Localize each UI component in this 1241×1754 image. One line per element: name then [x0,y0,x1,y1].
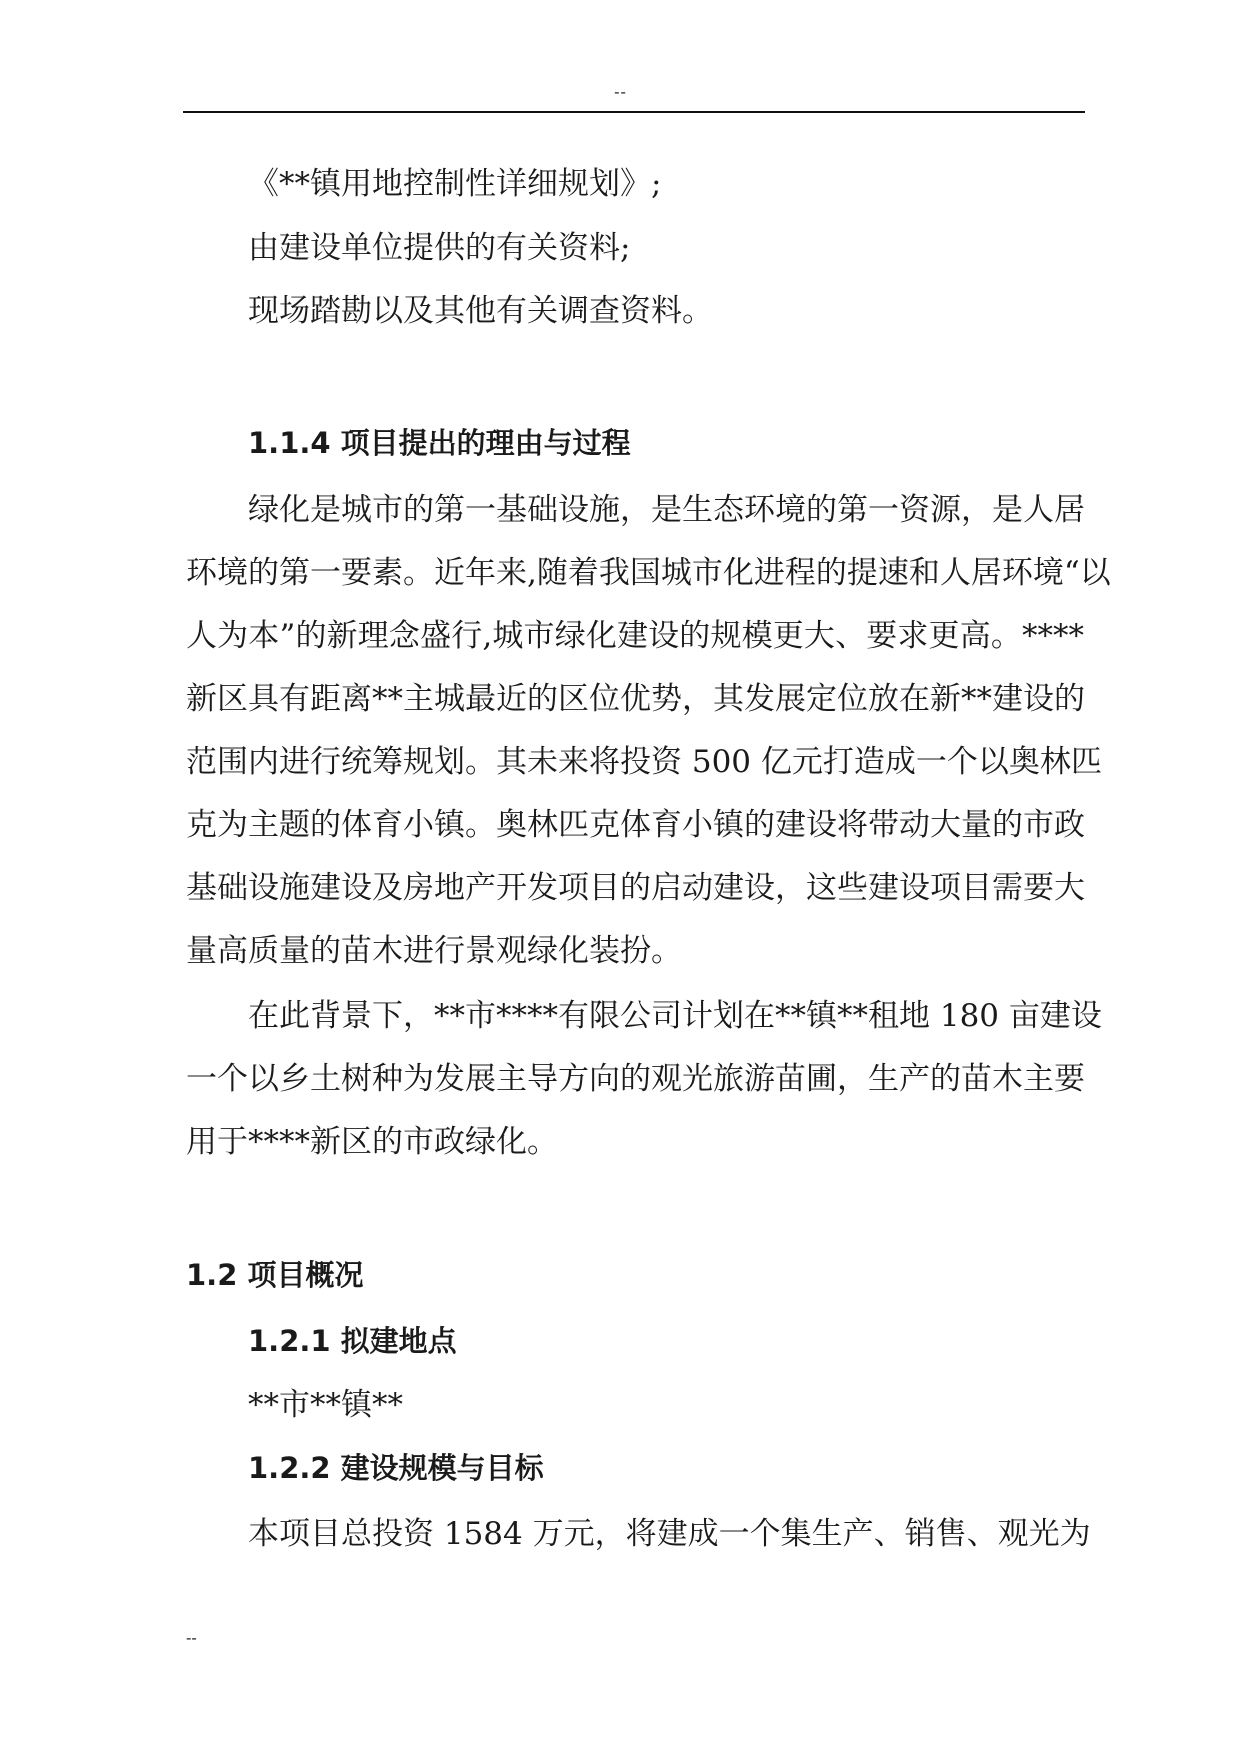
section-heading-1-2: 1.2 项目概况 [186,1258,364,1292]
paragraph-line: 基础设施建设及房地产开发项目的启动建设，这些建设项目需要大 [186,870,1085,906]
header-rule [183,111,1085,113]
page-footer-mark: -- [186,1628,197,1647]
paragraph-line: 范围内进行统筹规划。其未来将投资 500 亿元打造成一个以奥林匹 [186,744,1102,780]
paragraph-line: 用于****新区的市政绿化。 [186,1124,558,1160]
section-heading-1-1-4: 1.1.4 项目提出的理由与过程 [248,426,631,460]
paragraph-line: 克为主题的体育小镇。奥林匹克体育小镇的建设将带动大量的市政 [186,807,1085,843]
reference-item: 由建设单位提供的有关资料; [248,230,631,266]
paragraph-line: 一个以乡土树种为发展主导方向的观光旅游苗圃，生产的苗木主要 [186,1061,1085,1097]
paragraph-line: 人为本”的新理念盛行,城市绿化建设的规模更大、要求更高。**** [186,618,1084,654]
section-heading-1-2-1: 1.2.1 拟建地点 [248,1324,457,1358]
location-text: **市**镇** [248,1387,403,1423]
section-heading-1-2-2: 1.2.2 建设规模与目标 [248,1451,544,1485]
paragraph-line: 量高质量的苗木进行景观绿化装扮。 [186,933,682,969]
paragraph-line: 本项目总投资 1584 万元，将建成一个集生产、销售、观光为 [248,1516,1091,1552]
reference-item: 《**镇用地控制性详细规划》; [248,166,662,202]
reference-item: 现场踏勘以及其他有关调查资料。 [248,293,713,329]
paragraph-line: 绿化是城市的第一基础设施，是生态环境的第一资源，是人居 [248,492,1085,528]
paragraph-line: 在此背景下，**市****有限公司计划在**镇**租地 180 亩建设 [248,998,1102,1034]
paragraph-line: 新区具有距离**主城最近的区位优势，其发展定位放在新**建设的 [186,681,1085,717]
paragraph-line: 环境的第一要素。近年来,随着我国城市化进程的提速和人居环境“以 [186,555,1111,591]
page-header-mark: -- [614,82,627,101]
